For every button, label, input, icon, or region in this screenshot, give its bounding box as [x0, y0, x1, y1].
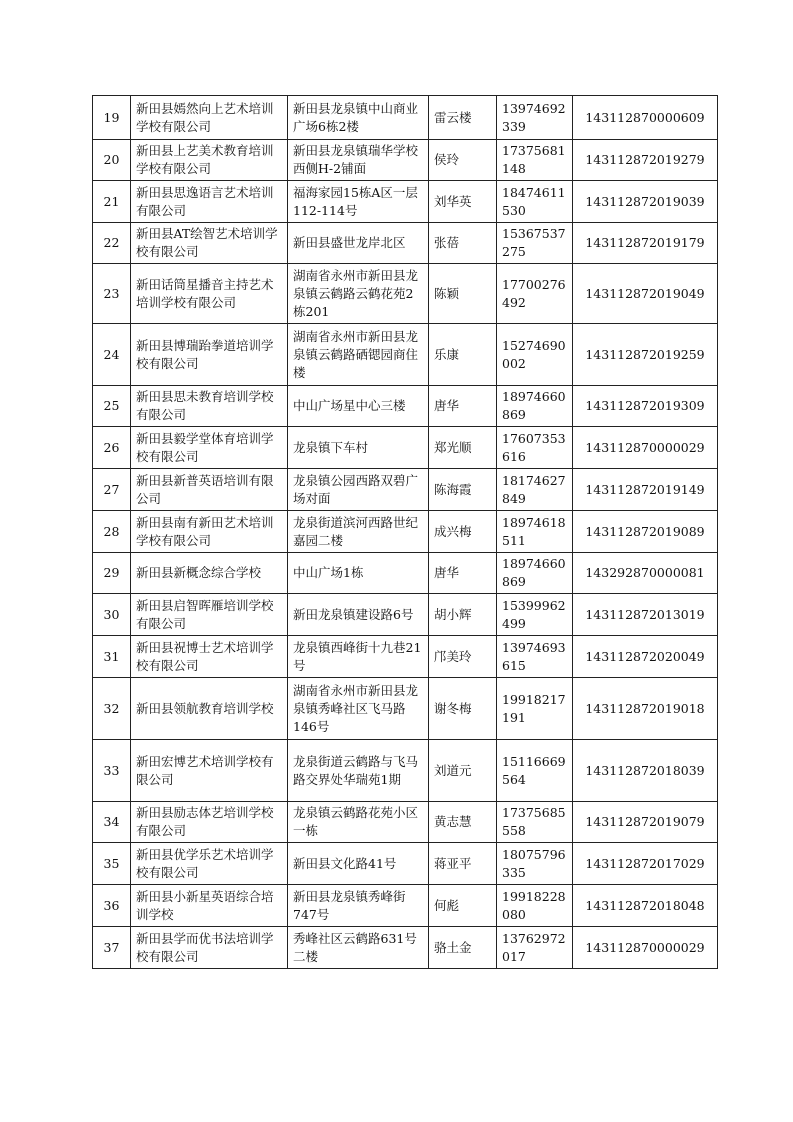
- address-cell: 龙泉镇西峰街十九巷21号: [288, 636, 429, 678]
- row-number-cell: 26: [93, 427, 131, 469]
- phone-line: 615: [502, 657, 526, 673]
- school-name-cell: 新田县思未教育培训学校有限公司: [131, 386, 288, 427]
- row-number-cell: 23: [93, 264, 131, 324]
- row-number-cell: 36: [93, 885, 131, 927]
- phone-cell: [497, 386, 573, 427]
- phone-line: 18174627: [502, 472, 566, 488]
- contact-person-cell: 谢冬梅: [429, 678, 497, 740]
- phone-line: 499: [502, 615, 526, 631]
- phone-cell: [497, 553, 573, 594]
- table-row: [93, 594, 718, 636]
- row-number-cell: 33: [93, 740, 131, 802]
- license-code-cell: 143112872018048: [573, 885, 718, 927]
- license-code-cell: 143112870000609: [573, 96, 718, 140]
- address-cell: 龙泉镇公园西路双碧广场对面: [288, 469, 429, 511]
- school-name-cell: 新田县上艺美术教育培训学校有限公司: [131, 140, 288, 181]
- phone-cell: [497, 511, 573, 553]
- phone-cell: [497, 140, 573, 181]
- license-code-cell: 143112872019018: [573, 678, 718, 740]
- school-name-cell: 新田县祝博士艺术培训学校有限公司: [131, 636, 288, 678]
- address-cell: 中山广场1栋: [288, 553, 429, 594]
- phone-line: 17700276: [502, 276, 566, 292]
- row-number-cell: 29: [93, 553, 131, 594]
- table-row: [93, 553, 718, 594]
- row-number-cell: 37: [93, 927, 131, 969]
- phone-line: 17375681: [502, 143, 566, 158]
- table-row: [93, 469, 718, 511]
- school-name-cell: 新田县新概念综合学校: [131, 553, 288, 594]
- school-name-cell: 新田县AT绘智艺术培训学校有限公司: [131, 223, 288, 264]
- phone-line: 191: [502, 709, 526, 725]
- phone-cell: [497, 469, 573, 511]
- phone-cell: [497, 223, 573, 264]
- address-cell: 新田县龙泉镇瑞华学校西侧H-2铺面: [288, 140, 429, 181]
- row-number-cell: 22: [93, 223, 131, 264]
- phone-line: 18974618: [502, 514, 566, 530]
- table-row: [93, 223, 718, 264]
- phone-cell: [497, 885, 573, 927]
- address-cell: 福海家园15栋A区一层112-114号: [288, 181, 429, 223]
- table-body: [93, 96, 718, 969]
- phone-cell: [497, 802, 573, 843]
- row-number-cell: 27: [93, 469, 131, 511]
- school-name-cell: 新田县领航教育培训学校: [131, 678, 288, 740]
- contact-person-cell: 侯玲: [429, 140, 497, 181]
- contact-person-cell: 唐华: [429, 553, 497, 594]
- contact-person-cell: 何彪: [429, 885, 497, 927]
- table-row: [93, 927, 718, 969]
- table-row: [93, 427, 718, 469]
- contact-person-cell: 唐华: [429, 386, 497, 427]
- license-code-cell: 143112872019309: [573, 386, 718, 427]
- contact-person-cell: 雷云楼: [429, 96, 497, 140]
- phone-cell: [497, 96, 573, 140]
- address-cell: 龙泉街道滨河西路世纪嘉园二楼: [288, 511, 429, 553]
- row-number-cell: 32: [93, 678, 131, 740]
- row-number-cell: 20: [93, 140, 131, 181]
- contact-person-cell: 陈海霞: [429, 469, 497, 511]
- phone-line: 564: [502, 771, 526, 787]
- phone-line: 17607353: [502, 430, 566, 446]
- school-name-cell: 新田县新普英语培训有限公司: [131, 469, 288, 511]
- table-row: [93, 96, 718, 140]
- table-row: [93, 140, 718, 181]
- phone-cell: [497, 927, 573, 969]
- phone-line: 17375685: [502, 805, 566, 820]
- license-code-cell: 143112872019089: [573, 511, 718, 553]
- phone-cell: [497, 636, 573, 678]
- table-row: [93, 511, 718, 553]
- school-name-cell: 新田县南有新田艺术培训学校有限公司: [131, 511, 288, 553]
- address-cell: 新田龙泉镇建设路6号: [288, 594, 429, 636]
- phone-line: 017: [502, 948, 526, 964]
- contact-person-cell: 黄志慧: [429, 802, 497, 843]
- license-code-cell: 143112872019149: [573, 469, 718, 511]
- license-code-cell: 143112872019049: [573, 264, 718, 324]
- license-code-cell: 143292870000081: [573, 553, 718, 594]
- phone-line: 15116669: [502, 753, 566, 769]
- phone-line: 18075796: [502, 846, 566, 862]
- table-row: [93, 802, 718, 843]
- school-name-cell: 新田县博瑞跆拳道培训学校有限公司: [131, 324, 288, 386]
- phone-line: 492: [502, 294, 526, 310]
- contact-person-cell: 蒋亚平: [429, 843, 497, 885]
- address-cell: 新田县龙泉镇中山商业广场6栋2楼: [288, 96, 429, 140]
- license-code-cell: 143112872020049: [573, 636, 718, 678]
- license-code-cell: 143112872019279: [573, 140, 718, 181]
- school-name-cell: 新田县启智晖雁培训学校有限公司: [131, 594, 288, 636]
- table-row: [93, 885, 718, 927]
- contact-person-cell: 刘道元: [429, 740, 497, 802]
- address-cell: 龙泉镇云鹤路花苑小区一栋: [288, 802, 429, 843]
- phone-line: 335: [502, 864, 526, 880]
- row-number-cell: 35: [93, 843, 131, 885]
- row-number-cell: 19: [93, 96, 131, 140]
- table-row: [93, 264, 718, 324]
- school-name-cell: 新田县嫣然向上艺术培训学校有限公司: [131, 96, 288, 140]
- phone-cell: [497, 594, 573, 636]
- address-cell: 湖南省永州市新田县龙泉镇秀峰社区飞马路146号: [288, 678, 429, 740]
- address-cell: 龙泉镇下车村: [288, 427, 429, 469]
- phone-cell: [497, 324, 573, 386]
- row-number-cell: 31: [93, 636, 131, 678]
- row-number-cell: 28: [93, 511, 131, 553]
- license-code-cell: 143112872019179: [573, 223, 718, 264]
- contact-person-cell: 张蓓: [429, 223, 497, 264]
- address-cell: 秀峰社区云鹤路631号二楼: [288, 927, 429, 969]
- row-number-cell: 34: [93, 802, 131, 843]
- phone-line: 530: [502, 202, 526, 218]
- license-code-cell: 143112870000029: [573, 427, 718, 469]
- license-code-cell: 143112870000029: [573, 927, 718, 969]
- phone-line: 19918228: [502, 888, 566, 904]
- phone-line: 13974693: [502, 639, 566, 655]
- phone-cell: [497, 843, 573, 885]
- school-name-cell: 新田县优学乐艺术培训学校有限公司: [131, 843, 288, 885]
- phone-line: 849: [502, 490, 526, 506]
- phone-line: 13974692: [502, 100, 566, 116]
- address-cell: 新田县盛世龙岸北区: [288, 223, 429, 264]
- row-number-cell: 25: [93, 386, 131, 427]
- address-cell: 新田县龙泉镇秀峰街747号: [288, 885, 429, 927]
- phone-line: 869: [502, 407, 526, 422]
- license-code-cell: 143112872018039: [573, 740, 718, 802]
- contact-person-cell: 郑光顺: [429, 427, 497, 469]
- phone-line: 616: [502, 448, 526, 464]
- address-cell: 中山广场星中心三楼: [288, 386, 429, 427]
- phone-line: 15367537: [502, 226, 566, 241]
- table-row: [93, 636, 718, 678]
- contact-person-cell: 胡小辉: [429, 594, 497, 636]
- phone-cell: [497, 427, 573, 469]
- contact-person-cell: 刘华英: [429, 181, 497, 223]
- phone-line: 339: [502, 118, 526, 134]
- school-name-cell: 新田县毅学堂体育培训学校有限公司: [131, 427, 288, 469]
- table-row: [93, 678, 718, 740]
- phone-cell: [497, 264, 573, 324]
- license-code-cell: 143112872017029: [573, 843, 718, 885]
- phone-line: 148: [502, 161, 526, 176]
- phone-line: 18974660: [502, 389, 566, 404]
- table-row: [93, 740, 718, 802]
- contact-person-cell: 乐康: [429, 324, 497, 386]
- school-name-cell: 新田县小新星英语综合培训学校: [131, 885, 288, 927]
- phone-cell: [497, 678, 573, 740]
- phone-line: 080: [502, 906, 526, 922]
- school-name-cell: 新田县思逸语言艺术培训有限公司: [131, 181, 288, 223]
- contact-person-cell: 邝美玲: [429, 636, 497, 678]
- phone-line: 002: [502, 355, 526, 371]
- table-row: [93, 181, 718, 223]
- phone-line: 15274690: [502, 337, 566, 353]
- phone-line: 18474611: [502, 184, 566, 200]
- table-row: [93, 386, 718, 427]
- contact-person-cell: 陈颖: [429, 264, 497, 324]
- phone-line: 869: [502, 574, 526, 589]
- address-cell: 龙泉街道云鹤路与飞马路交界处华瑞苑1期: [288, 740, 429, 802]
- phone-cell: [497, 740, 573, 802]
- license-code-cell: 143112872019079: [573, 802, 718, 843]
- license-code-cell: 143112872019259: [573, 324, 718, 386]
- row-number-cell: 21: [93, 181, 131, 223]
- contact-person-cell: 成兴梅: [429, 511, 497, 553]
- phone-cell: [497, 181, 573, 223]
- phone-line: 275: [502, 244, 526, 259]
- address-cell: 湖南省永州市新田县龙泉镇云鹤路硒锶园商住楼: [288, 324, 429, 386]
- phone-line: 13762972: [502, 930, 566, 946]
- phone-line: 511: [502, 532, 526, 548]
- address-cell: 新田县文化路41号: [288, 843, 429, 885]
- school-name-cell: 新田县学而优书法培训学校有限公司: [131, 927, 288, 969]
- phone-line: 19918217: [502, 691, 566, 707]
- school-name-cell: 新田县励志体艺培训学校有限公司: [131, 802, 288, 843]
- address-cell: 湖南省永州市新田县龙泉镇云鹤路云鹤花苑2栋201: [288, 264, 429, 324]
- school-registry-table: [92, 95, 718, 969]
- phone-line: 558: [502, 823, 526, 838]
- license-code-cell: 143112872019039: [573, 181, 718, 223]
- school-name-cell: 新田宏博艺术培训学校有限公司: [131, 740, 288, 802]
- phone-line: 15399962: [502, 597, 566, 613]
- phone-line: 18974660: [502, 556, 566, 571]
- row-number-cell: 24: [93, 324, 131, 386]
- contact-person-cell: 骆土金: [429, 927, 497, 969]
- table-row: [93, 324, 718, 386]
- license-code-cell: 143112872013019: [573, 594, 718, 636]
- school-name-cell: 新田话筒星播音主持艺术培训学校有限公司: [131, 264, 288, 324]
- table-row: [93, 843, 718, 885]
- row-number-cell: 30: [93, 594, 131, 636]
